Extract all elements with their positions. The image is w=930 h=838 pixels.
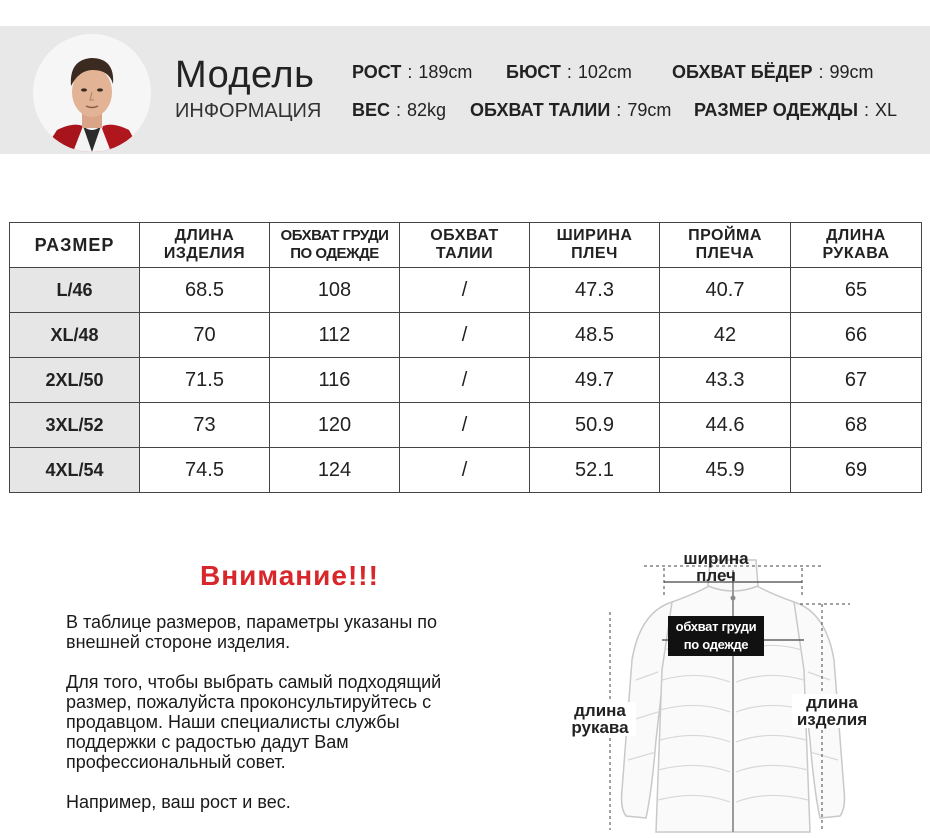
table-cell: /: [400, 268, 530, 313]
table-cell: 48.5: [530, 313, 660, 358]
size-table: [9, 222, 922, 493]
header-length: ДЛИНА ИЗДЕЛИЯ: [140, 223, 270, 268]
notice-paragraph-1: [66, 612, 506, 652]
notice-paragraph-2: [66, 672, 506, 772]
jacket-icon: [560, 540, 930, 838]
table-cell: /: [400, 403, 530, 448]
stat-waist: ОБХВАТ ТАЛИИ : 79cm: [470, 100, 672, 120]
table-cell-size: XL/48: [10, 313, 140, 358]
table-cell: 120: [270, 403, 400, 448]
table-row: [10, 448, 922, 493]
table-cell: 68: [791, 403, 922, 448]
table-cell: 47.3: [530, 268, 660, 313]
table-row: [10, 313, 922, 358]
table-row: [10, 403, 922, 448]
table-cell: 52.1: [530, 448, 660, 493]
notice-line: размер, пожалуйста проконсультируйтесь с: [66, 692, 432, 712]
table-cell: 50.9: [530, 403, 660, 448]
notice-line: внешней стороне изделия.: [66, 632, 291, 652]
measurement-diagram: [560, 540, 930, 838]
table-cell: 43.3: [660, 358, 791, 403]
header-sleeve-length: ДЛИНА РУКАВА: [791, 223, 922, 268]
table-cell: 124: [270, 448, 400, 493]
header-armhole: ПРОЙМА ПЛЕЧА: [660, 223, 791, 268]
label-product-length: длина изделия: [792, 694, 872, 728]
table-cell: 70: [140, 313, 270, 358]
table-cell-size: L/46: [10, 268, 140, 313]
header-chest: ОБХВАТ ГРУДИ ПО ОДЕЖДЕ: [270, 223, 400, 268]
model-info-banner: [0, 26, 930, 154]
stat-height: РОСТ : 189cm: [352, 62, 473, 82]
header-shoulder-width: ШИРИНА ПЛЕЧ: [530, 223, 660, 268]
table-cell-size: 3XL/52: [10, 403, 140, 448]
notice-paragraph-3: [66, 792, 506, 812]
model-avatar: [33, 34, 151, 152]
label-sleeve-length: длина рукава: [564, 702, 636, 736]
notice-line: Для того, чтобы выбрать самый подходящий: [66, 672, 442, 692]
table-header-row: [10, 223, 922, 268]
table-cell: 69: [791, 448, 922, 493]
table-cell: 42: [660, 313, 791, 358]
model-title: Модель: [175, 54, 315, 96]
table-cell: 67: [791, 358, 922, 403]
table-cell: 65: [791, 268, 922, 313]
stat-bust: БЮСТ : 102cm: [506, 62, 632, 82]
label-chest: обхват груди по одежде: [668, 616, 764, 656]
table-cell: 112: [270, 313, 400, 358]
table-cell: 66: [791, 313, 922, 358]
attention-heading: Внимание!!!: [200, 560, 379, 591]
label-shoulder-width: ширина плеч: [683, 549, 749, 585]
table-cell: 44.6: [660, 403, 791, 448]
notice-line: Например, ваш рост и вес.: [66, 792, 291, 812]
table-cell: 49.7: [530, 358, 660, 403]
table-cell-size: 2XL/50: [10, 358, 140, 403]
table-cell: 71.5: [140, 358, 270, 403]
stat-weight: ВЕС : 82kg: [352, 100, 447, 120]
table-cell: 40.7: [660, 268, 791, 313]
table-cell: /: [400, 448, 530, 493]
model-subtitle: ИНФОРМАЦИЯ: [175, 100, 322, 122]
stat-hips: ОБХВАТ БЁДЕР : 99cm: [672, 62, 874, 82]
stat-clothing-size: РАЗМЕР ОДЕЖДЫ : XL: [694, 100, 898, 120]
notice-line: профессиональный совет.: [66, 752, 286, 772]
table-row: [10, 268, 922, 313]
notice-line: продавцом. Наши специалисты службы: [66, 712, 400, 732]
table-cell: 74.5: [140, 448, 270, 493]
model-portrait-icon: [33, 34, 151, 152]
table-cell: 108: [270, 268, 400, 313]
table-row: [10, 358, 922, 403]
header-size: РАЗМЕР: [10, 223, 140, 268]
table-cell: /: [400, 313, 530, 358]
table-cell: 68.5: [140, 268, 270, 313]
table-cell: 45.9: [660, 448, 791, 493]
notice-line: В таблице размеров, параметры указаны по: [66, 612, 438, 632]
table-cell: /: [400, 358, 530, 403]
notice-line: поддержки с радостью дадут Вам: [66, 732, 349, 752]
header-waist: ОБХВАТ ТАЛИИ: [400, 223, 530, 268]
table-cell: 73: [140, 403, 270, 448]
table-cell: 116: [270, 358, 400, 403]
table-cell-size: 4XL/54: [10, 448, 140, 493]
